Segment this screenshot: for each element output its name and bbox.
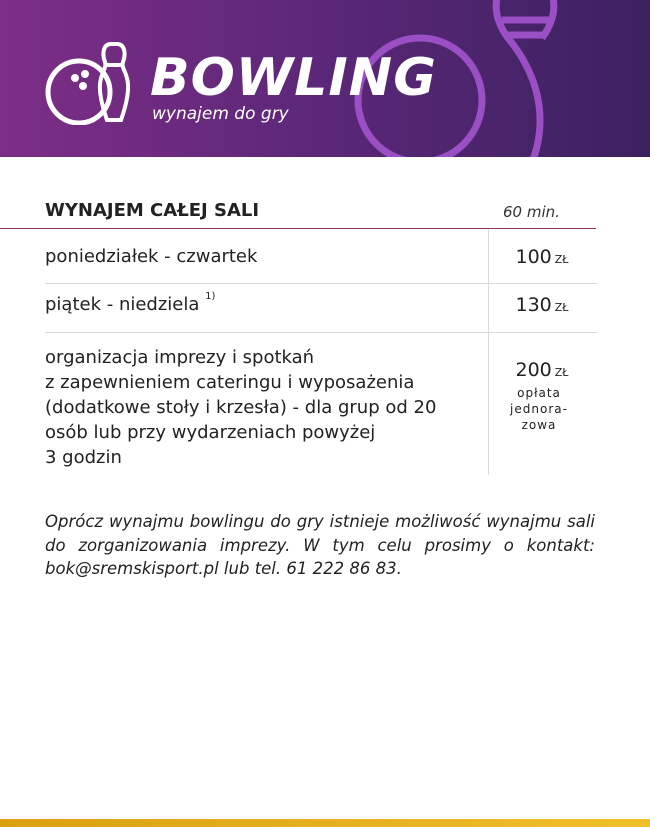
section-duration: 60 min. — [503, 203, 560, 221]
page-subtitle: wynajem do gry — [152, 104, 289, 124]
row-weekend-price-unit: ZŁ — [554, 301, 569, 314]
row-event-line: osób lub przy wydarzeniach powyżej — [45, 422, 376, 443]
row-weekend-price — [488, 294, 596, 316]
row-event-price-value: 200 — [515, 359, 552, 381]
section-title: WYNAJEM CAŁEJ SALI — [45, 200, 260, 221]
row-event-line: (dodatkowe stoły i krzesła) - dla grup od 20 — [45, 397, 437, 418]
row-weekday-price-value: 100 — [515, 246, 552, 268]
row-weekday-price-unit: ZŁ — [554, 253, 569, 266]
row-event-note-line: jednora- — [510, 402, 568, 416]
row-divider — [45, 332, 597, 333]
row-event-line: z zapewnieniem cateringu i wyposażenia — [45, 372, 415, 393]
header-banner — [0, 0, 650, 157]
row-weekday-text: poniedziałek - czwartek — [45, 246, 258, 267]
row-weekend-text: piątek - niedziela — [45, 294, 200, 315]
row-event-note-line: opłata — [517, 386, 561, 400]
row-weekday-label — [45, 246, 257, 267]
row-weekend-label — [45, 291, 216, 315]
row-weekend-footnote: 1) — [205, 291, 216, 302]
contact-note: Oprócz wynajmu bowlingu do gry istnieje możliwość wynajmu sali do zorganizowania imprezy. W tym celu prosimy o kontakt: bok@sremskisport.pl lub tel. 61 222 86 83. — [45, 512, 595, 578]
accent-bar — [0, 819, 650, 827]
row-divider — [45, 283, 597, 284]
row-event-note — [495, 385, 583, 433]
row-event-line: organizacja imprezy i spotkań — [45, 347, 315, 368]
row-event-price — [488, 359, 596, 381]
page-title: BOWLING — [150, 48, 437, 108]
bowling-ball-pin-icon — [45, 40, 130, 125]
section-rule — [0, 228, 596, 229]
row-event-note-line: zowa — [521, 418, 557, 432]
row-event-line: 3 godzin — [45, 447, 122, 468]
row-weekend-price-value: 130 — [515, 294, 552, 316]
row-weekday-price — [488, 246, 596, 268]
row-event-price-unit: ZŁ — [554, 366, 569, 379]
row-event-label — [45, 345, 475, 470]
